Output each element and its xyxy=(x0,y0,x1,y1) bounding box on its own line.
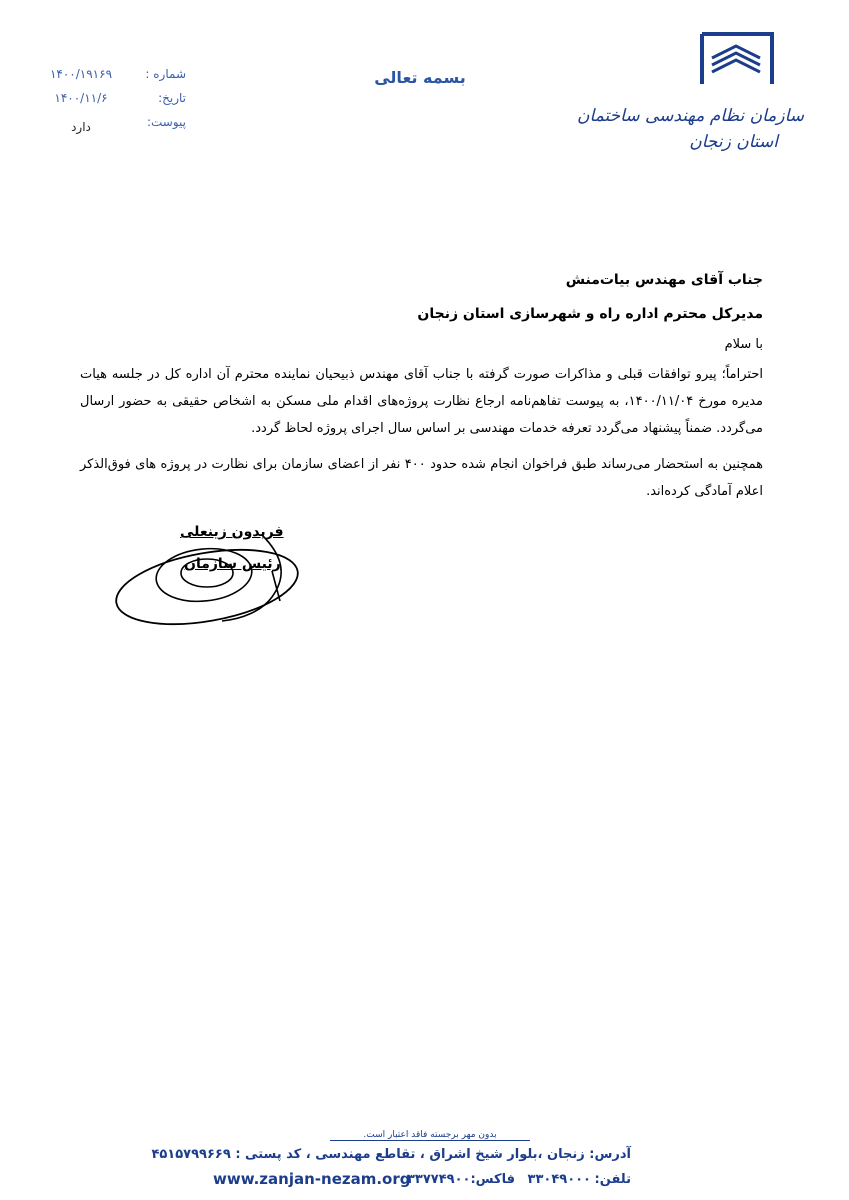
attachment-value: دارد xyxy=(71,120,91,134)
org-name-line1: سازمان نظام مهندسی ساختمان xyxy=(577,106,804,126)
signatory-title: رئیس سازمان xyxy=(184,556,281,572)
footer-seal-note: بدون مهر برجسته فاقد اعتبار است. xyxy=(330,1130,530,1141)
footer-phone: ۳۳۰۴۹۰۰۰ xyxy=(527,1172,591,1187)
signature-block xyxy=(112,515,312,630)
organization-logo xyxy=(577,28,810,152)
footer-address: آدرس: زنجان ،بلوار شیخ اشراق ، تقاطع مهندسی ، کد پستی : ۴۵۱۵۷۹۹۶۶۹ xyxy=(151,1147,631,1162)
footer-fax: فاکس:۳۳۷۷۴۹۰۰ xyxy=(406,1172,515,1187)
footer-website-link[interactable]: www.zanjan-nezam.org xyxy=(213,1170,411,1188)
basmala-heading: بسمه تعالی xyxy=(374,68,466,87)
date-value: ۱۴۰۰/۱۱/۶ xyxy=(54,91,108,105)
greeting: با سلام xyxy=(724,337,763,352)
recipient-line1: جناب آقای مهندس بیات‌منش xyxy=(565,272,763,288)
date-label: تاریخ: xyxy=(158,91,186,105)
signatory-name: فریدون زینعلی xyxy=(180,524,284,540)
footer-phone-label: تلفن: xyxy=(594,1172,631,1187)
letter-paragraph-2: همچنین به استحضار می‌رساند طبق فراخوان انجام شده حدود ۴۰۰ نفر از اعضای سازمان برای نظارت در پروژه های فوق‌الذکر اعلام آمادگی کرده‌اند. xyxy=(80,457,764,499)
org-name-line2: استان زنجان xyxy=(689,132,778,152)
attachment-label: پیوست: xyxy=(146,115,186,129)
number-label: شماره : xyxy=(145,67,186,81)
recipient-line2: مدیرکل محترم اداره راه و شهرسازی استان زنجان xyxy=(417,306,763,322)
letter-paragraph-1: احتراماً؛ پیرو توافقات قبلی و مذاکرات صورت گرفته با جناب آقای مهندس ذبیحیان نماینده محترم آن اداره کل در جلسه هیات مدیره مورخ ۱۴۰۰/۱۱/۰۴، به پیوست تفاهم‌نامه ارجاع نظارت پروژه‌های اقدام ملی مسکن به اشخاص حقیقی به حضور ارسال می‌گردد. ضمناً پیشنهاد می‌گردد تعرفه خدمات مهندسی بر اساس سال اجرای پروژه لحاظ گردد. xyxy=(80,367,763,436)
building-logo-icon xyxy=(698,28,776,88)
number-value: ۱۴۰۰/۱۹۱۶۹ xyxy=(49,67,113,81)
